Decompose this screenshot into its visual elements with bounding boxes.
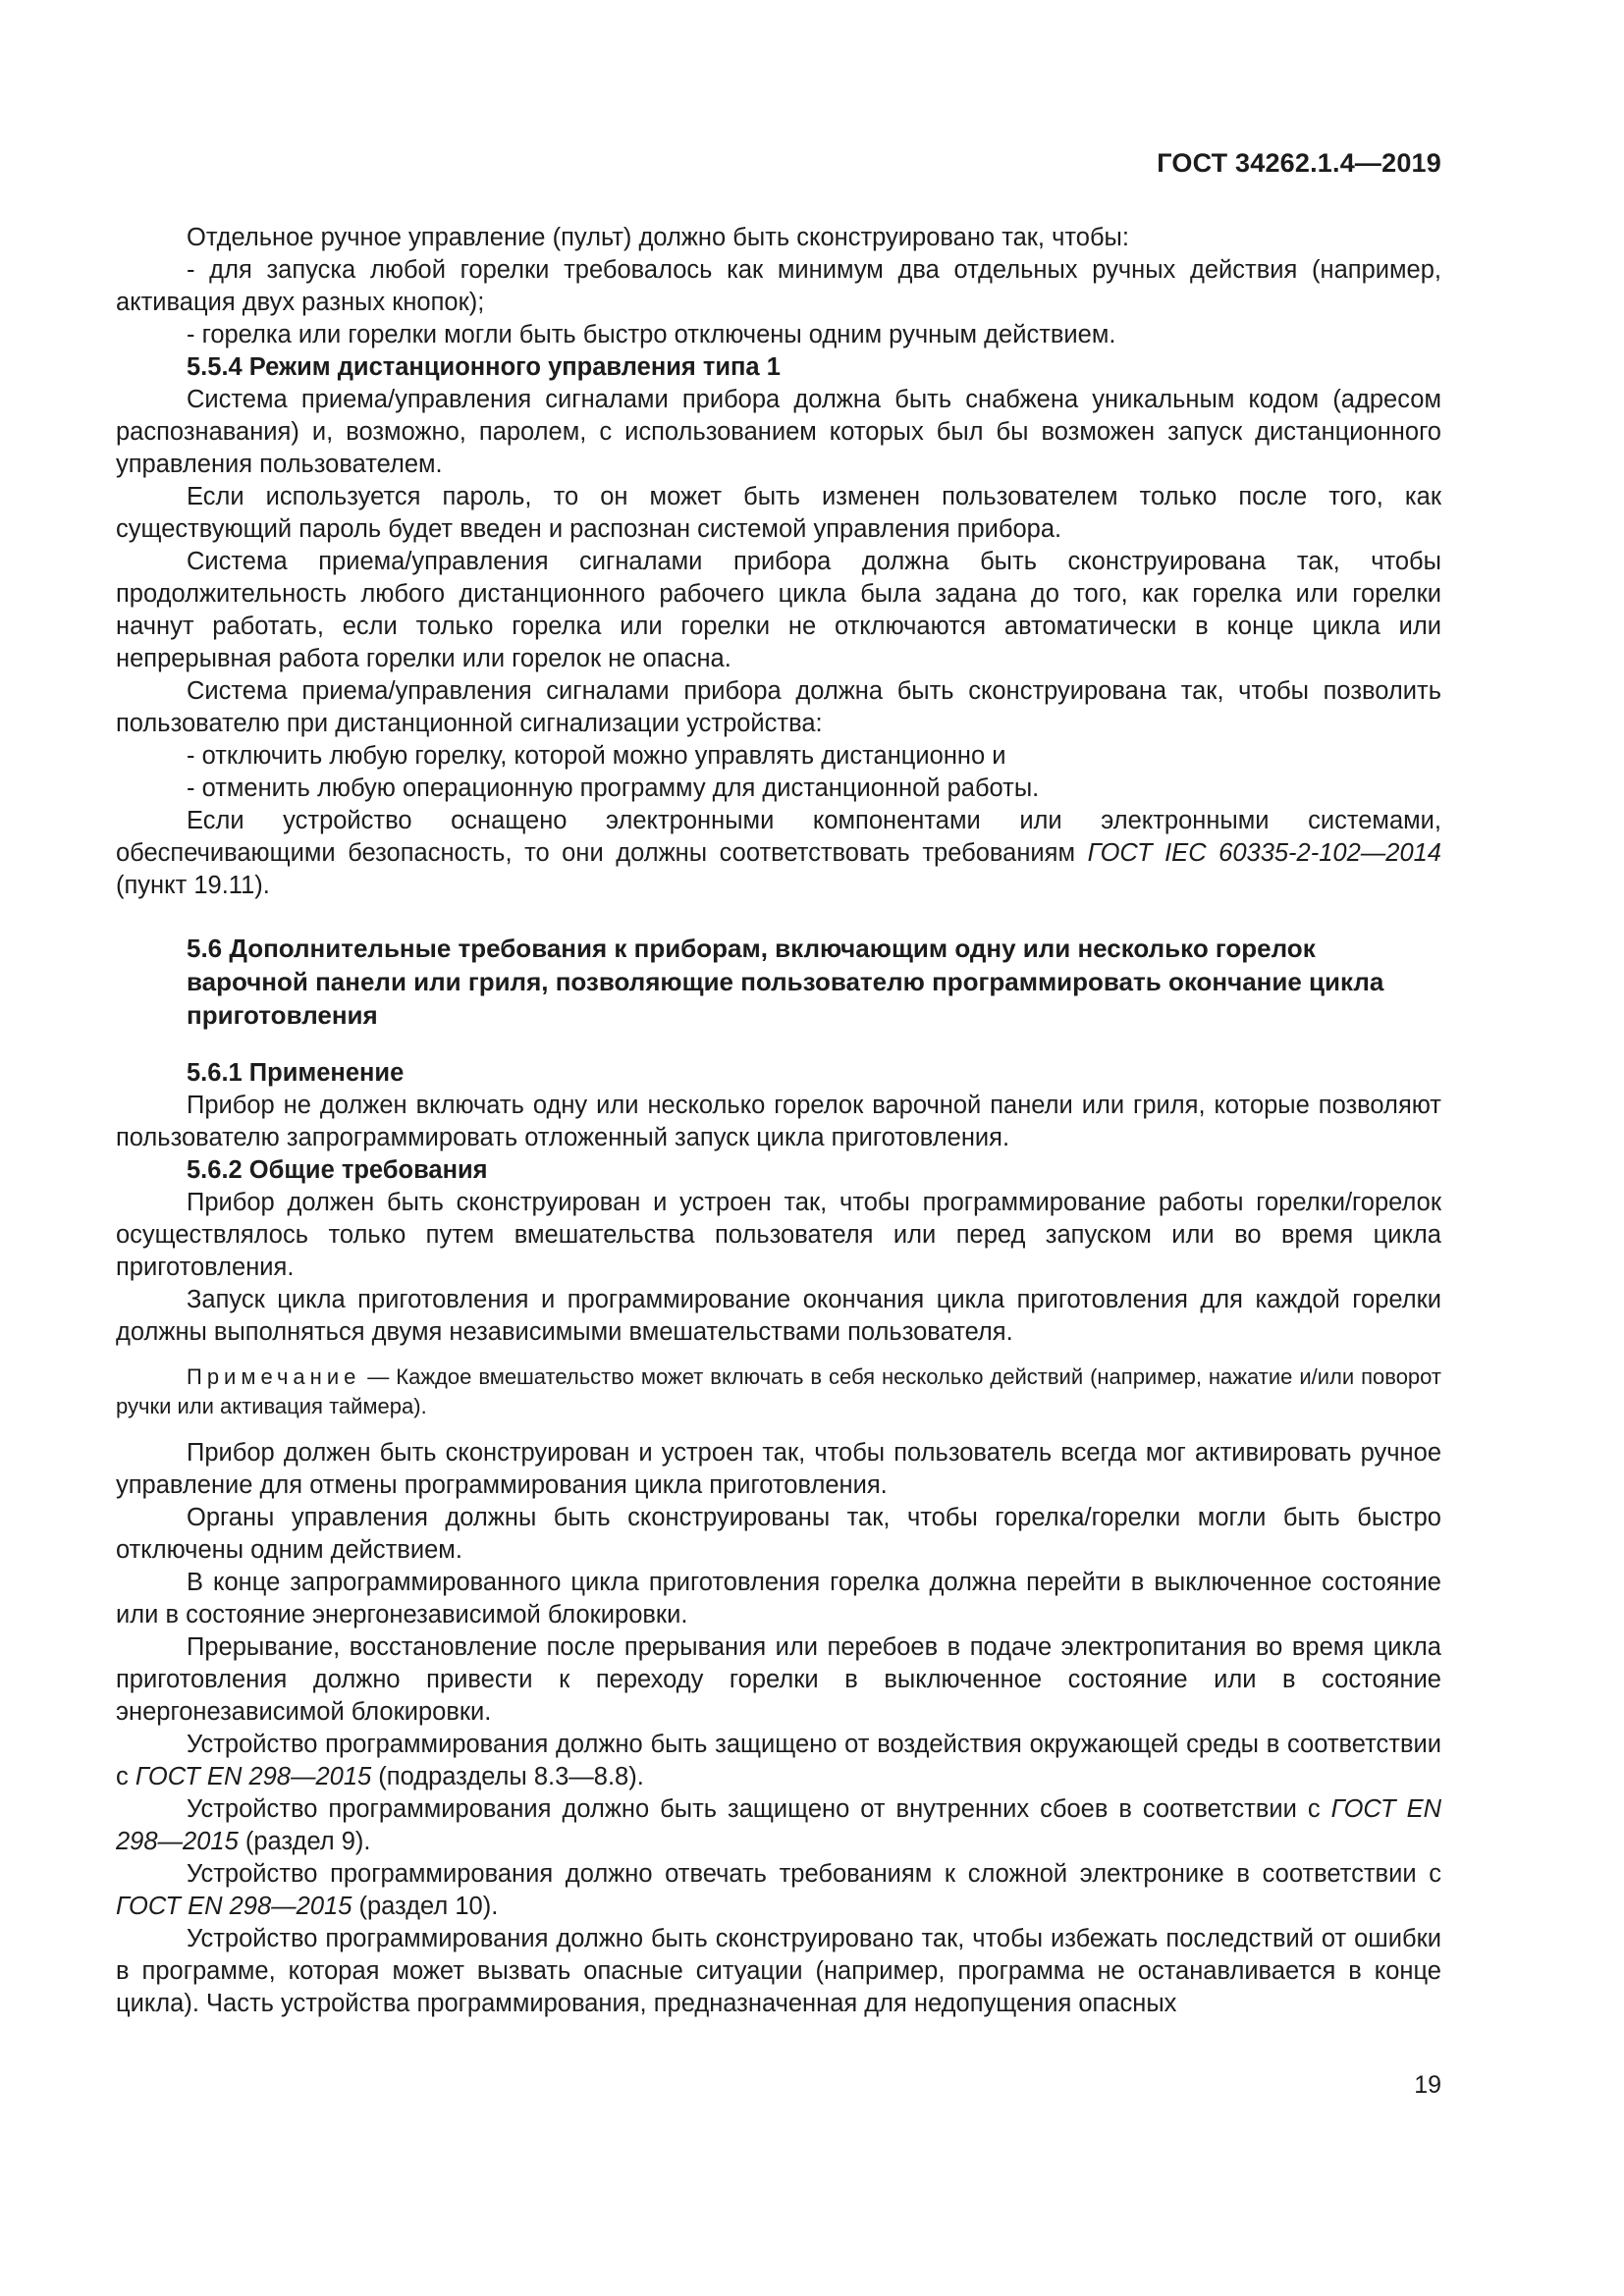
paragraph: Устройство программирования должно быть сконструировано так, чтобы избежать последствий от ошибки в программе, которая может вызвать опасные ситуации (например, программа не останавливается в конце цикла). Часть устройства программирования, предназначенная для недопущения опасных xyxy=(116,1925,1441,2017)
standard-reference: ГОСТ EN 298—2015 xyxy=(116,1795,1441,1855)
paragraph: Органы управления должны быть сконструированы так, чтобы горелка/горелки могли быть быстро отключены одним действием. xyxy=(116,1504,1441,1564)
paragraph: Запуск цикла приготовления и программирование окончания цикла приготовления для каждой горелки должны выполняться двумя независимыми вмешательствами пользователя. xyxy=(116,1286,1441,1346)
paragraph xyxy=(116,805,1441,902)
list-item: - отключить любую горелку, которой можно управлять дистанционно и xyxy=(187,742,1006,770)
paragraph: Прерывание, восстановление после прерывания или перебоев в подаче электропитания во время цикла приготовления должно привести к переходу горелки в выключенное состояние или в состояние энергонезависимой блокировки. xyxy=(116,1633,1441,1726)
paragraph-text: Устройство программирования должно отвечать требованиям к сложной электронике в соответствии с xyxy=(187,1860,1441,1888)
paragraph-text: (пункт 19.11). xyxy=(116,872,270,899)
note-text: — Каждое вмешательство может включать в себя несколько действий (например, нажатие и/или поворот ручки или активация таймера). xyxy=(116,1364,1441,1418)
page-number: 19 xyxy=(1414,2071,1441,2099)
standard-reference: ГОСТ IEC 60335-2-102—2014 xyxy=(1087,839,1441,867)
paragraph: В конце запрограммированного цикла приготовления горелка должна перейти в выключенное состояние или в состояние энергонезависимой блокировки. xyxy=(116,1569,1441,1629)
section-heading-5-6-2: 5.6.2 Общие требования xyxy=(187,1156,488,1184)
paragraph-text: (раздел 9). xyxy=(238,1828,371,1855)
paragraph: Отдельное ручное управление (пульт) должно быть сконструировано так, чтобы: xyxy=(187,224,1129,251)
list-item: - горелка или горелки могли быть быстро отключены одним ручным действием. xyxy=(187,321,1116,348)
paragraph: Прибор не должен включать одну или несколько горелок варочной панели или гриля, которые позволяют пользователю запрограммировать отложенный запуск цикла приготовления. xyxy=(116,1092,1441,1151)
paragraph: Прибор должен быть сконструирован и устроен так, чтобы пользователь всегда мог активировать ручное управление для отмены программирования цикла приготовления. xyxy=(116,1439,1441,1499)
paragraph-text: (раздел 10). xyxy=(352,1893,499,1920)
list-item: - для запуска любой горелки требовалось как минимум два отдельных ручных действия (например, активация двух разных кнопок); xyxy=(116,256,1441,316)
standard-code: ГОСТ 34262.1.4—2019 xyxy=(1157,148,1441,178)
paragraph xyxy=(116,1793,1441,1858)
paragraph: Система приема/управления сигналами прибора должна быть снабжена уникальным кодом (адресом распознавания) и, возможно, паролем, с использованием которых был бы возможен запуск дистанционного управления пользователем. xyxy=(116,386,1441,478)
note xyxy=(116,1362,1441,1421)
paragraph: Прибор должен быть сконструирован и устроен так, чтобы программирование работы горелки/горелок осуществлялось только путем вмешательства пользователя или перед запуском или во время цикла приготовления. xyxy=(116,1189,1441,1281)
note-label: Примечание xyxy=(187,1364,361,1389)
section-heading-5-6: 5.6 Дополнительные требования к приборам, включающим одну или несколько горелок варочной панели или гриля, позволяющие пользователю программировать окончание цикла приготовления xyxy=(187,934,1384,1030)
section-heading-5-6-1: 5.6.1 Применение xyxy=(187,1059,405,1087)
paragraph: Система приема/управления сигналами прибора должна быть сконструирована так, чтобы позволить пользователю при дистанционной сигнализации устройства: xyxy=(116,677,1441,737)
section-heading-5-5-4: 5.5.4 Режим дистанционного управления типа 1 xyxy=(187,353,781,381)
standard-reference: ГОСТ EN 298—2015 xyxy=(116,1893,352,1920)
paragraph xyxy=(116,1729,1441,1793)
document-body xyxy=(116,222,1441,2020)
paragraph: Система приема/управления сигналами прибора должна быть сконструирована так, чтобы продолжительность любого дистанционного рабочего цикла была задана до того, как горелка или горелки начнут работать, если только горелка или горелки не отключаются автоматически в конце цикла или непрерывная работа горелки или горелок не опасна. xyxy=(116,548,1441,672)
paragraph xyxy=(116,1858,1441,1923)
standard-reference: ГОСТ EN 298—2015 xyxy=(135,1763,372,1790)
paragraph-text: (подразделы 8.3—8.8). xyxy=(371,1763,644,1790)
paragraph: Если используется пароль, то он может быть изменен пользователем только после того, как существующий пароль будет введен и распознан системой управления прибора. xyxy=(116,483,1441,543)
paragraph-text: Устройство программирования должно быть защищено от воздействия окружающей среды в соответствии с xyxy=(116,1731,1441,1790)
list-item: - отменить любую операционную программу для дистанционной работы. xyxy=(187,774,1040,802)
paragraph-text: Устройство программирования должно быть защищено от внутренних сбоев в соответствии с xyxy=(187,1795,1331,1823)
paragraph-text: Если устройство оснащено электронными компонентами или электронными системами, обеспечивающими безопасность, то они должны соответствовать требованиям xyxy=(116,807,1441,867)
